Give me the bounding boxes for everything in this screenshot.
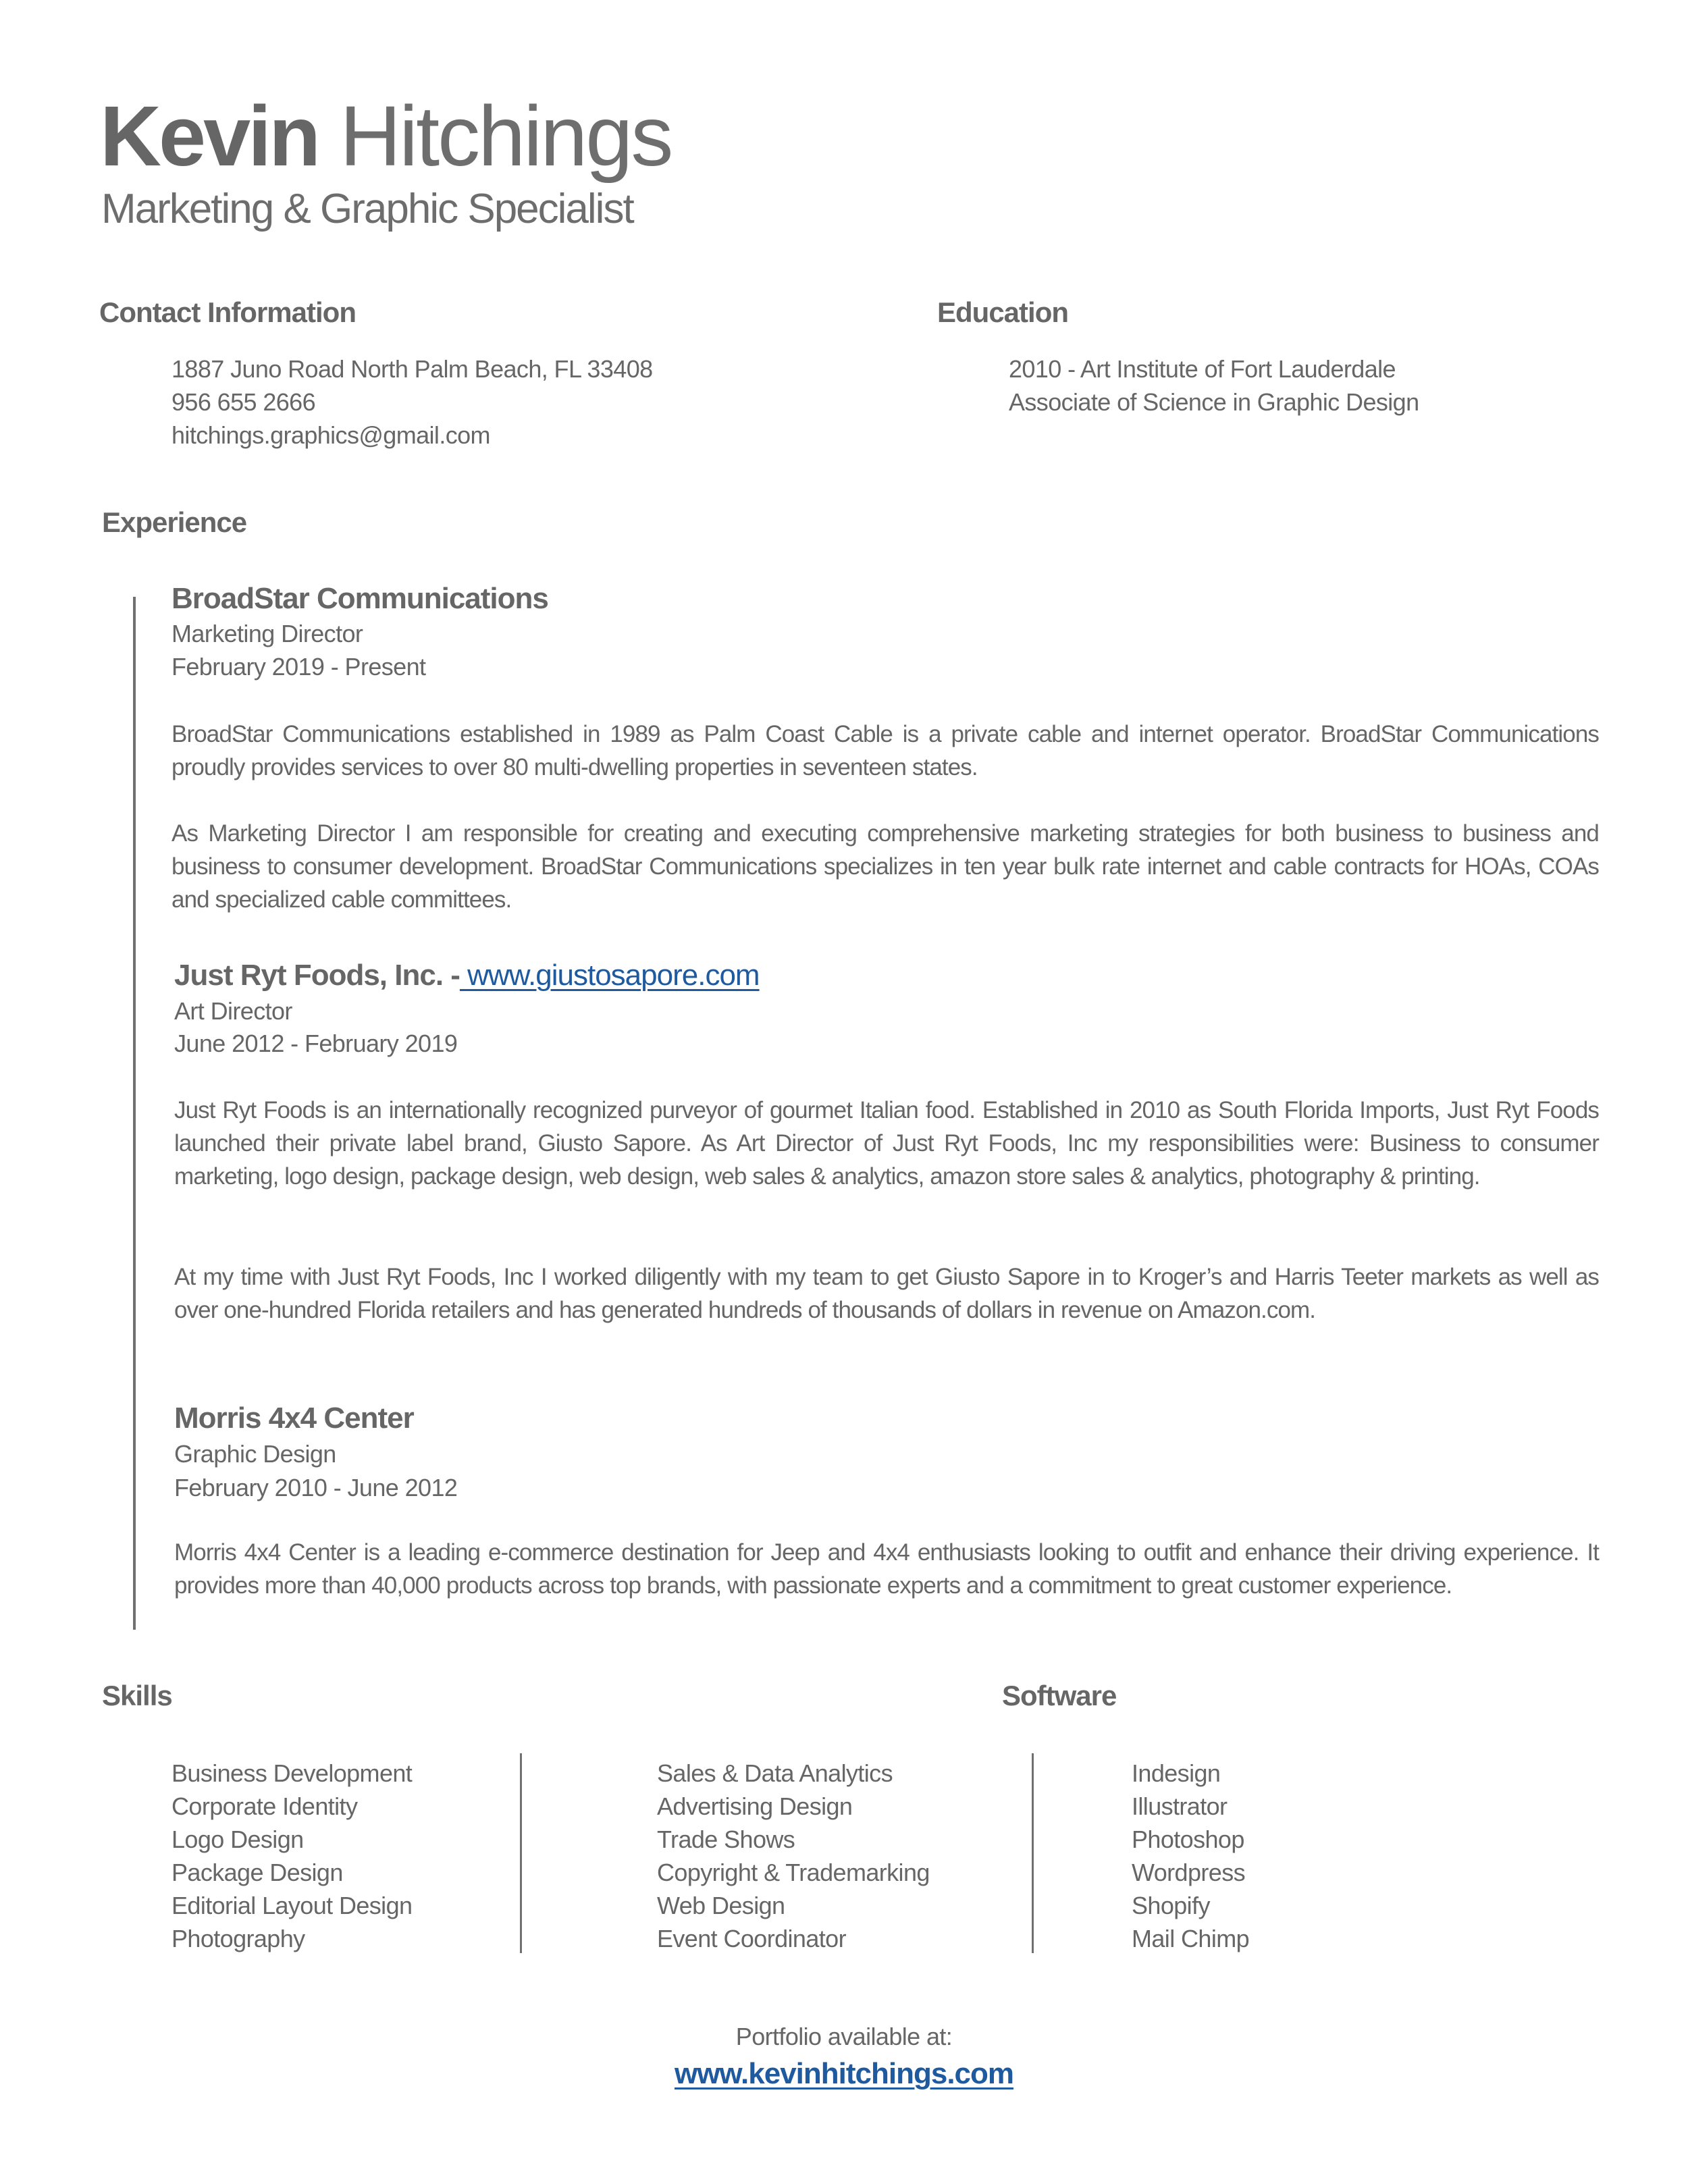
- education-school: 2010 - Art Institute of Fort Lauderdale: [1009, 355, 1396, 383]
- job-role: Marketing Director: [172, 620, 363, 647]
- skill-item: Event Coordinator: [657, 1925, 846, 1952]
- skills-column-1: [172, 1757, 412, 1955]
- education-list: [1009, 352, 1419, 419]
- job-description: As Marketing Director I am responsible for creating and executing comprehensive marketing strategies for both business to business and business to consumer development. BroadStar Communications specializes in ten year bulk rate internet and cable contracts for HOAs, COAs and specialized cable committees.: [172, 820, 1599, 913]
- job-description: BroadStar Communications established in 1989 as Palm Coast Cable is a private cable and internet operator. BroadStar Communications proudly provides services to over 80 multi-dwelling properties in seventeen states.: [172, 721, 1599, 780]
- software-item: Wordpress: [1132, 1859, 1245, 1886]
- job-company-justryt: [174, 959, 760, 992]
- contact-heading: Contact Information: [99, 296, 356, 328]
- skills-column-divider: [520, 1753, 522, 1953]
- skill-item: Advertising Design: [657, 1792, 853, 1820]
- first-name: Kevin: [100, 88, 319, 184]
- software-item: Indesign: [1132, 1759, 1221, 1787]
- job-dates: June 2012 - February 2019: [174, 1030, 458, 1057]
- skill-item: Editorial Layout Design: [172, 1892, 413, 1919]
- education-heading: Education: [937, 296, 1069, 328]
- job-title-tagline: Marketing & Graphic Specialist: [101, 186, 633, 232]
- skill-item: Copyright & Trademarking: [657, 1859, 930, 1886]
- candidate-name: [100, 89, 671, 184]
- software-item: Illustrator: [1132, 1792, 1228, 1820]
- last-name: Hitchings: [340, 88, 672, 184]
- software-item: Mail Chimp: [1132, 1925, 1250, 1952]
- software-column-divider: [1032, 1753, 1034, 1953]
- company-website-link[interactable]: www.giustosapore.com: [459, 959, 760, 992]
- job-description: Morris 4x4 Center is a leading e-commerce destination for Jeep and 4x4 enthusiasts looking to outfit and enhance their driving experience. It provides more than 40,000 products across top brands, with passionate experts and a commitment to great customer experience.: [174, 1539, 1599, 1599]
- skill-item: Sales & Data Analytics: [657, 1759, 893, 1787]
- job-dates: February 2010 - June 2012: [174, 1474, 458, 1501]
- portfolio-note: Portfolio available at:: [735, 2023, 953, 2050]
- experience-divider-line: [133, 597, 136, 1630]
- skills-heading: Skills: [102, 1680, 172, 1711]
- job-dates: February 2019 - Present: [172, 653, 426, 681]
- portfolio-link[interactable]: www.kevinhitchings.com: [674, 2057, 1014, 2090]
- skill-item: Logo Design: [172, 1826, 304, 1853]
- contact-address: 1887 Juno Road North Palm Beach, FL 33408: [172, 355, 653, 383]
- skill-item: Corporate Identity: [172, 1792, 358, 1820]
- job-role: Graphic Design: [174, 1440, 336, 1468]
- job-description: At my time with Just Ryt Foods, Inc I worked diligently with my team to get Giusto Sapore in to Kroger’s and Harris Teeter markets as well as over one-hundred Florida retailers and has generated hundreds of thousands of dollars in revenue on Amazon.com.: [174, 1264, 1599, 1323]
- job-company-morris: Morris 4x4 Center: [174, 1402, 414, 1435]
- job-company-name: Just Ryt Foods, Inc. -: [174, 959, 460, 992]
- software-heading: Software: [1002, 1680, 1117, 1711]
- software-item: Shopify: [1132, 1892, 1210, 1919]
- job-description: Just Ryt Foods is an internationally recognized purveyor of gourmet Italian food. Established in 2010 as South Florida Imports, Just Ryt Foods launched their private label brand, Giusto Sapore. As Art Director of Just Ryt Foods, Inc my responsibilities were: Business to consumer marketing, logo design, package design, web design, web sales & analytics, amazon store sales & analytics, photography & printing.: [174, 1097, 1599, 1190]
- job-company-broadstar: BroadStar Communications: [172, 582, 548, 615]
- software-item: Photoshop: [1132, 1826, 1244, 1853]
- software-list: [1132, 1757, 1249, 1955]
- education-degree: Associate of Science in Graphic Design: [1009, 388, 1419, 416]
- skills-column-2: [657, 1757, 930, 1955]
- skill-item: Business Development: [172, 1759, 413, 1787]
- experience-heading: Experience: [102, 506, 247, 538]
- skill-item: Photography: [172, 1925, 305, 1952]
- portfolio-link-container: [0, 2055, 1688, 2093]
- skill-item: Package Design: [172, 1859, 343, 1886]
- skill-item: Web Design: [657, 1892, 785, 1919]
- contact-phone: 956 655 2666: [172, 388, 316, 416]
- job-role: Art Director: [174, 997, 292, 1025]
- contact-email: hitchings.graphics@gmail.com: [172, 421, 490, 449]
- contact-list: [172, 352, 653, 452]
- skill-item: Trade Shows: [657, 1826, 795, 1853]
